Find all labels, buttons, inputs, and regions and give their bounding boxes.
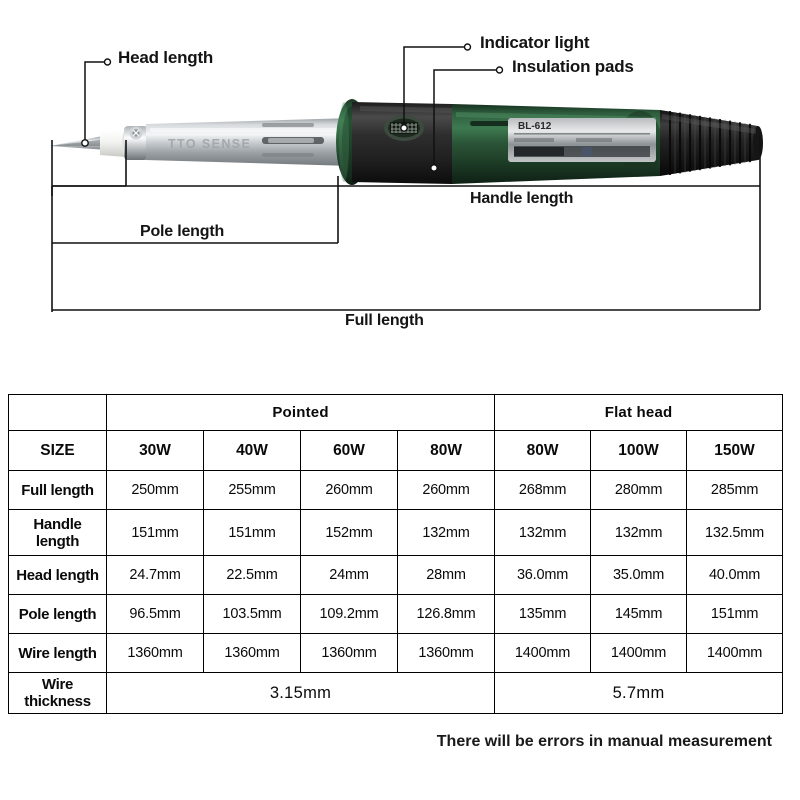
row-header-wire-length: Wire length <box>9 634 107 673</box>
cell-pole-length-2: 109.2mm <box>301 595 398 634</box>
indicator-light-marker-dot <box>465 44 471 50</box>
cell-full-length-0: 250mm <box>107 471 204 510</box>
measurement-disclaimer: There will be errors in manual measurement <box>436 733 772 750</box>
table-row-wire-thickness <box>9 673 783 714</box>
head-length-anchor-dot <box>82 140 88 146</box>
col-header-1: 40W <box>204 431 301 471</box>
cell-pole-length-6: 151mm <box>687 595 783 634</box>
row-header-handle-length: Handle length <box>9 510 107 556</box>
cell-head-length-4: 36.0mm <box>495 556 591 595</box>
cell-wire-thickness-flat-head: 5.7mm <box>495 673 783 714</box>
callout-label-indicator-light: Indicator light <box>480 33 590 52</box>
col-header-4: 80W <box>495 431 591 471</box>
cell-full-length-5: 280mm <box>591 471 687 510</box>
product-label-model: BL-612 <box>518 121 552 132</box>
callout-label-insulation-pads: Insulation pads <box>512 57 634 76</box>
cell-handle-length-5: 132mm <box>591 510 687 556</box>
table-row-pole-length <box>9 595 783 634</box>
cell-full-length-4: 268mm <box>495 471 591 510</box>
col-header-5: 100W <box>591 431 687 471</box>
cell-pole-length-3: 126.8mm <box>398 595 495 634</box>
cell-full-length-1: 255mm <box>204 471 301 510</box>
cell-pole-length-5: 145mm <box>591 595 687 634</box>
row-header-pole-length: Pole length <box>9 595 107 634</box>
cell-handle-length-6: 132.5mm <box>687 510 783 556</box>
cell-wire-length-3: 1360mm <box>398 634 495 673</box>
group-header-flat-head: Flat head <box>495 395 783 431</box>
cell-head-length-6: 40.0mm <box>687 556 783 595</box>
cell-handle-length-4: 132mm <box>495 510 591 556</box>
cell-wire-length-5: 1400mm <box>591 634 687 673</box>
grip-section <box>352 102 452 184</box>
cell-handle-length-3: 132mm <box>398 510 495 556</box>
cell-handle-length-2: 152mm <box>301 510 398 556</box>
cell-head-length-3: 28mm <box>398 556 495 595</box>
dim-label-handle-length: Handle length <box>470 190 574 207</box>
table-row-head-length <box>9 556 783 595</box>
col-header-6: 150W <box>687 431 783 471</box>
cell-pole-length-1: 103.5mm <box>204 595 301 634</box>
indicator-light-anchor-dot <box>401 125 407 131</box>
cell-wire-length-2: 1360mm <box>301 634 398 673</box>
cell-head-length-5: 35.0mm <box>591 556 687 595</box>
cell-head-length-2: 24mm <box>301 556 398 595</box>
size-header: SIZE <box>9 431 107 471</box>
col-header-2: 60W <box>301 431 398 471</box>
cell-full-length-6: 285mm <box>687 471 783 510</box>
dim-label-full-length: Full length <box>345 312 424 329</box>
table-row-full-length <box>9 471 783 510</box>
group-header-pointed: Pointed <box>107 395 495 431</box>
cell-wire-length-6: 1400mm <box>687 634 783 673</box>
cell-wire-thickness-pointed: 3.15mm <box>107 673 495 714</box>
soldering-iron-illustration <box>50 99 763 185</box>
shaft-brand-text: TTO SENSE <box>168 137 252 151</box>
insulation-pads-marker-dot <box>497 67 503 73</box>
cell-wire-length-1: 1360mm <box>204 634 301 673</box>
row-header-wire-thickness: Wire thickness <box>9 673 107 714</box>
col-header-0: 30W <box>107 431 204 471</box>
cell-wire-length-0: 1360mm <box>107 634 204 673</box>
cell-full-length-3: 260mm <box>398 471 495 510</box>
spec-table <box>8 394 783 714</box>
head-length-leader <box>85 62 106 143</box>
cell-handle-length-1: 151mm <box>204 510 301 556</box>
table-row-handle-length <box>9 510 783 556</box>
cell-pole-length-4: 135mm <box>495 595 591 634</box>
product-diagram <box>0 0 800 380</box>
table-row-wire-length <box>9 634 783 673</box>
dim-label-pole-length: Pole length <box>140 223 225 240</box>
insulation-pads-anchor-dot <box>431 165 437 171</box>
table-row-sizes <box>9 431 783 471</box>
cell-handle-length-0: 151mm <box>107 510 204 556</box>
cell-head-length-0: 24.7mm <box>107 556 204 595</box>
row-header-head-length: Head length <box>9 556 107 595</box>
row-header-full-length: Full length <box>9 471 107 510</box>
head-length-marker-dot <box>105 59 111 65</box>
table-row-group-headers <box>9 395 783 431</box>
corner-cell <box>9 395 107 431</box>
cell-full-length-2: 260mm <box>301 471 398 510</box>
cell-wire-length-4: 1400mm <box>495 634 591 673</box>
callout-label-head-length: Head length <box>118 48 214 67</box>
cell-head-length-1: 22.5mm <box>204 556 301 595</box>
cell-pole-length-0: 96.5mm <box>107 595 204 634</box>
col-header-3: 80W <box>398 431 495 471</box>
